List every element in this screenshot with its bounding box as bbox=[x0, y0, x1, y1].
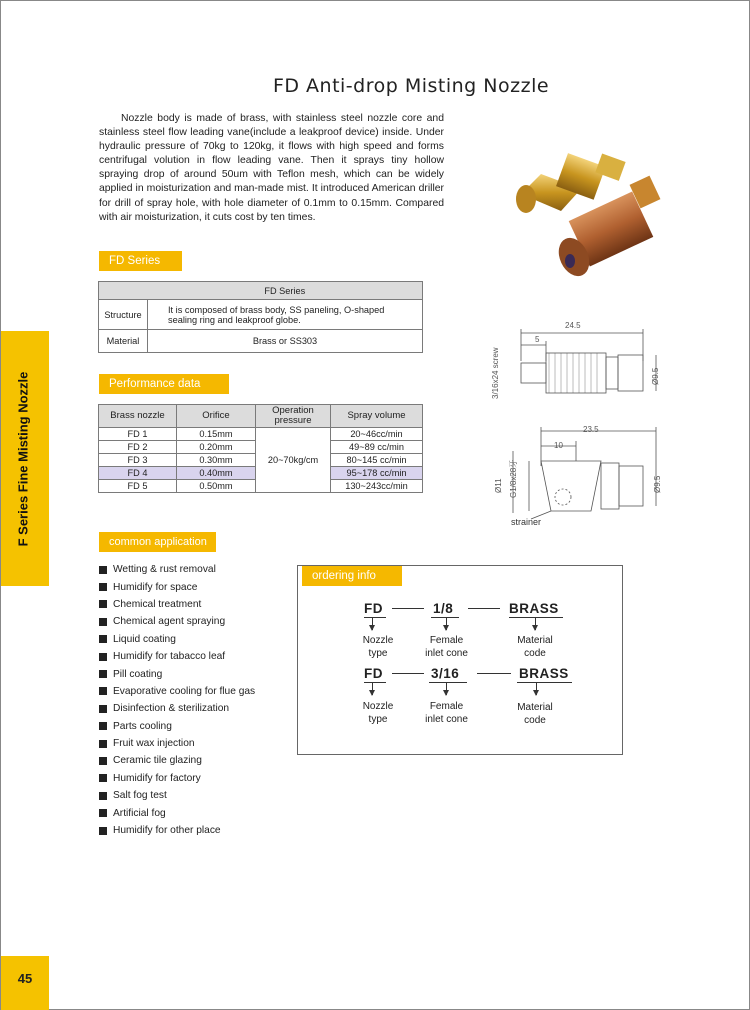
application-tag: common application bbox=[99, 532, 216, 552]
list-item: Salt fog test bbox=[99, 787, 255, 804]
arrow-down-icon bbox=[536, 683, 537, 695]
bullet-icon bbox=[99, 600, 107, 608]
orifice-cell: 0.40mm bbox=[177, 467, 256, 480]
list-item: Humidify for other place bbox=[99, 822, 255, 839]
page-number: 45 bbox=[17, 971, 33, 986]
model-cell: FD 4 bbox=[99, 467, 177, 480]
model-cell: FD 1 bbox=[99, 428, 177, 441]
col-orifice: Orifice bbox=[177, 405, 256, 428]
arrow-down-icon bbox=[446, 618, 447, 630]
pressure-cell: 20~70kg/cm bbox=[256, 428, 331, 493]
bullet-icon bbox=[99, 792, 107, 800]
bullet-icon bbox=[99, 740, 107, 748]
arrow-down-icon bbox=[372, 683, 373, 695]
ordering-tag: ordering info bbox=[302, 566, 402, 586]
arrow-down-icon bbox=[372, 618, 373, 630]
col-pressure: Operation pressure bbox=[256, 405, 331, 428]
list-item: Ceramic tile glazing bbox=[99, 752, 255, 769]
strainer-label: strainer bbox=[511, 517, 542, 527]
order1-female-cone: Female inlet cone bbox=[425, 635, 468, 659]
order2-material: BRASS bbox=[519, 666, 569, 681]
bullet-icon bbox=[99, 809, 107, 817]
order2-female-cone: Female inlet cone bbox=[425, 701, 468, 725]
bullet-icon bbox=[99, 722, 107, 730]
order1-material-code: Material code bbox=[517, 635, 553, 659]
dim-23-5: 23.5 bbox=[583, 425, 599, 434]
application-list bbox=[99, 561, 255, 839]
order2-nozzle-type: Nozzle type bbox=[362, 701, 394, 725]
fd-series-tag: FD Series bbox=[99, 251, 182, 271]
intro-paragraph: Nozzle body is made of brass, with stainless steel nozzle core and stainless steel flow leading vane(include a leakproof device) inside. Under hydraulic pressure of 70kg to 120kg, it flows with high speed and forms centrifugal volution in flow leading vane. Then it sprays tiny hollow spraying drop of around 50um with Teflon mesh, which can be widely applied in moisturization and man-made mist. It introduced American driller for drill of spray hole, with hole diameter of 0.1mm to 0.15mm. Compared with air moisturization, it cuts cost by ten times. bbox=[99, 113, 444, 223]
volume-cell: 80~145 cc/min bbox=[331, 454, 423, 467]
list-item: Liquid coating bbox=[99, 631, 255, 648]
orifice-cell: 0.50mm bbox=[177, 480, 256, 493]
bullet-icon bbox=[99, 774, 107, 782]
dim-10: 10 bbox=[554, 441, 563, 450]
bullet-icon bbox=[99, 566, 107, 574]
orifice-cell: 0.15mm bbox=[177, 428, 256, 441]
order1-material: BRASS bbox=[509, 601, 559, 616]
bullet-icon bbox=[99, 670, 107, 678]
bullet-icon bbox=[99, 757, 107, 765]
order1-cone: 1/8 bbox=[433, 601, 454, 616]
fd-series-table bbox=[98, 281, 423, 353]
order1-type: FD bbox=[364, 601, 383, 616]
list-item: Artificial fog bbox=[99, 804, 255, 821]
model-cell: FD 3 bbox=[99, 454, 177, 467]
arrow-down-icon bbox=[446, 683, 447, 695]
bullet-icon bbox=[99, 705, 107, 713]
bullet-icon bbox=[99, 687, 107, 695]
dim-thread: G1/8x28牙 bbox=[509, 459, 518, 498]
list-item: Disinfection & sterilization bbox=[99, 700, 255, 717]
list-item: Chemical treatment bbox=[99, 596, 255, 613]
table-row bbox=[99, 428, 423, 441]
list-item: Chemical agent spraying bbox=[99, 613, 255, 630]
performance-tag: Performance data bbox=[99, 374, 229, 394]
dim-5: 5 bbox=[535, 335, 540, 344]
arrow-down-icon bbox=[535, 618, 536, 630]
dim-11: Ø11 bbox=[494, 478, 503, 493]
ordering-box bbox=[297, 565, 623, 755]
volume-cell: 49~89 cc/min bbox=[331, 441, 423, 454]
series-side-label: F Series Fine Misting Nozzle bbox=[15, 371, 31, 547]
bullet-icon bbox=[99, 583, 107, 591]
order2-cone: 3/16 bbox=[431, 666, 460, 681]
list-item: Humidify for tabacco leaf bbox=[99, 648, 255, 665]
col-spray-volume: Spray volume bbox=[331, 405, 423, 428]
dim-24-5: 24.5 bbox=[565, 321, 581, 330]
nozzle-photo bbox=[506, 149, 671, 284]
list-item: Humidify for space bbox=[99, 578, 255, 595]
fd-series-header: FD Series bbox=[148, 282, 423, 300]
dimension-drawing bbox=[491, 321, 671, 531]
col-brass-nozzle: Brass nozzle bbox=[99, 405, 177, 428]
material-label: Material bbox=[99, 330, 148, 353]
page-title: FD Anti-drop Misting Nozzle bbox=[272, 75, 550, 97]
structure-label: Structure bbox=[99, 300, 148, 330]
orifice-cell: 0.20mm bbox=[177, 441, 256, 454]
volume-cell: 130~243cc/min bbox=[331, 480, 423, 493]
list-item: Pill coating bbox=[99, 665, 255, 682]
bullet-icon bbox=[99, 635, 107, 643]
structure-value: It is composed of brass body, SS paneling, O-shaped sealing ring and leakproof globe. bbox=[148, 300, 423, 330]
orifice-cell: 0.30mm bbox=[177, 454, 256, 467]
bullet-icon bbox=[99, 827, 107, 835]
dim-dia: Ø9.5 bbox=[651, 367, 660, 385]
list-item: Evaporative cooling for flue gas bbox=[99, 683, 255, 700]
order2-material-code: Material code bbox=[517, 702, 553, 726]
volume-cell: 20~46cc/min bbox=[331, 428, 423, 441]
model-cell: FD 5 bbox=[99, 480, 177, 493]
list-item: Humidify for factory bbox=[99, 770, 255, 787]
bullet-icon bbox=[99, 618, 107, 626]
material-value: Brass or SS303 bbox=[148, 330, 423, 353]
dim-dia-2: Ø9.5 bbox=[653, 475, 662, 493]
model-cell: FD 2 bbox=[99, 441, 177, 454]
dim-screw: 3/16x24 screw bbox=[491, 347, 500, 399]
list-item: Parts cooling bbox=[99, 718, 255, 735]
list-item: Fruit wax injection bbox=[99, 735, 255, 752]
volume-cell: 95~178 cc/min bbox=[331, 467, 423, 480]
order2-type: FD bbox=[364, 666, 383, 681]
performance-table bbox=[98, 404, 423, 493]
list-item: Wetting & rust removal bbox=[99, 561, 255, 578]
bullet-icon bbox=[99, 653, 107, 661]
order1-nozzle-type: Nozzle type bbox=[362, 635, 394, 659]
